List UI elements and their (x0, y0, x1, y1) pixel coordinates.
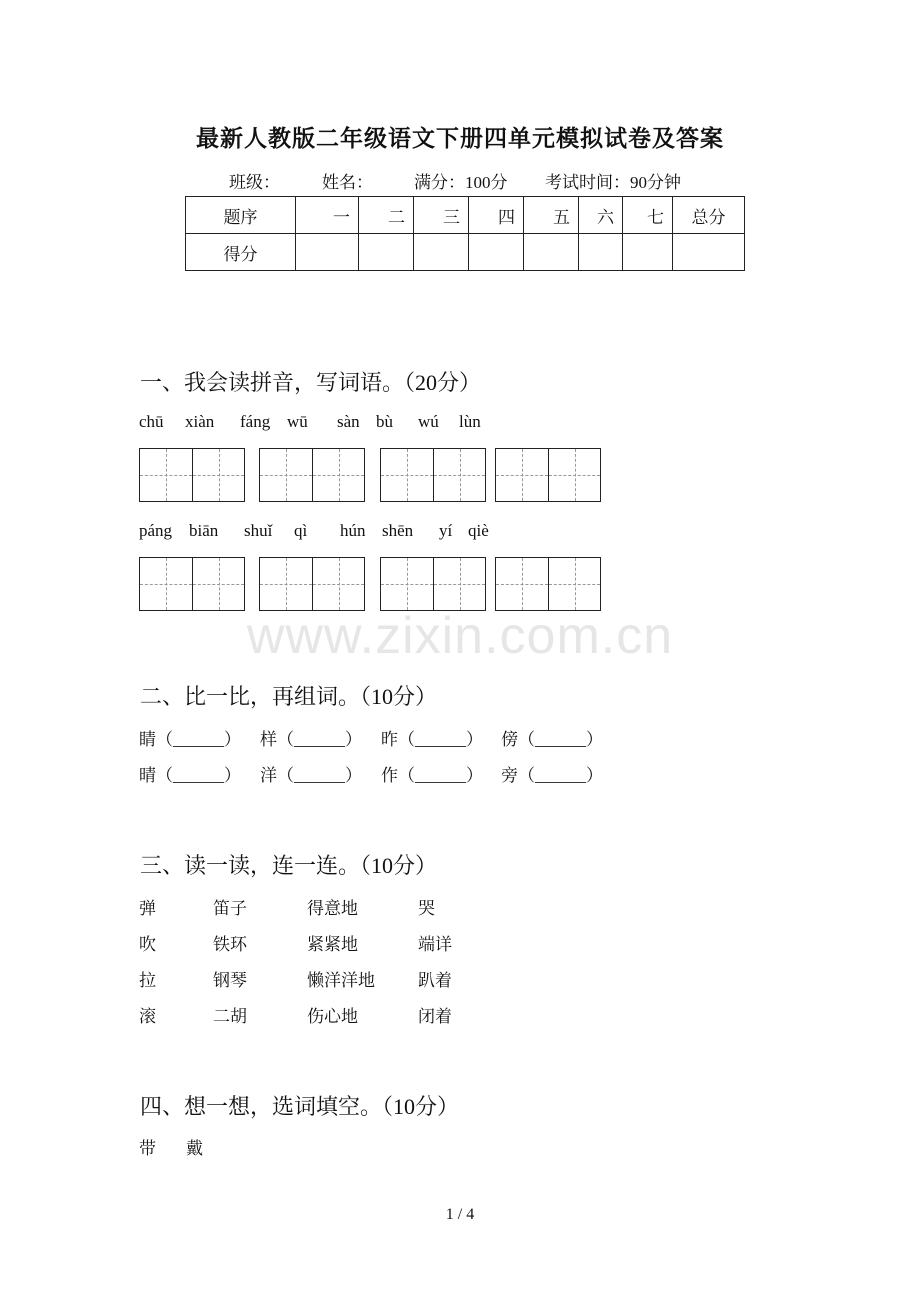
score-table-header-row (186, 197, 745, 234)
match-item: 得意地 (307, 899, 358, 918)
score-cell[interactable] (623, 234, 673, 271)
pinyin: sàn (337, 412, 360, 431)
score-table (185, 196, 745, 271)
pinyin: shēn (382, 521, 414, 540)
word-option: 带 (139, 1139, 156, 1158)
compare-item: 洋（______） (260, 766, 362, 785)
pinyin: bù (376, 412, 393, 431)
match-item: 紧紧地 (307, 935, 358, 954)
match-item: 滚 (139, 1007, 156, 1026)
writing-grid[interactable] (139, 448, 245, 502)
score-cell[interactable] (469, 234, 524, 271)
score-cell[interactable] (296, 234, 359, 271)
pinyin: xiàn (185, 412, 215, 431)
compare-item: 旁（______） (501, 766, 603, 785)
match-item: 趴着 (418, 971, 452, 990)
match-item: 拉 (139, 971, 156, 990)
compare-item: 作（______） (381, 766, 483, 785)
match-item: 弹 (139, 899, 156, 918)
compare-item: 晴（______） (139, 766, 241, 785)
full-score: 满分：100分 (414, 173, 508, 192)
row-label: 得分 (186, 234, 296, 271)
page-number: 1 / 4 (445, 1206, 475, 1223)
header-cell: 六 (579, 197, 623, 234)
writing-grid[interactable] (495, 448, 601, 502)
header-cell: 二 (359, 197, 414, 234)
score-cell[interactable] (673, 234, 745, 271)
exam-time: 考试时间：90分钟 (545, 173, 681, 192)
class-label: 班级： (229, 173, 280, 192)
compare-item: 睛（______） (139, 730, 241, 749)
score-table-score-row (186, 234, 745, 271)
header-cell: 题序 (186, 197, 296, 234)
page-title: 最新人教版二年级语文下册四单元模拟试卷及答案 (196, 126, 724, 151)
match-item: 铁环 (213, 935, 247, 954)
pinyin: wú (418, 412, 439, 431)
header-cell: 四 (469, 197, 524, 234)
pinyin: chū (139, 412, 164, 431)
pinyin: páng (139, 521, 173, 540)
score-cell[interactable] (414, 234, 469, 271)
pinyin: lùn (459, 412, 481, 431)
header-cell: 总分 (673, 197, 745, 234)
watermark: www.zixin.com.cn (246, 607, 674, 665)
match-item: 端详 (418, 935, 452, 954)
score-cell[interactable] (359, 234, 414, 271)
header-cell: 五 (524, 197, 579, 234)
match-item: 二胡 (213, 1007, 247, 1026)
pinyin: qì (294, 521, 308, 540)
header-cell: 三 (414, 197, 469, 234)
section1-heading: 一、我会读拼音，写词语。（20分） (140, 370, 482, 395)
writing-grid[interactable] (495, 557, 601, 611)
writing-grid[interactable] (139, 557, 245, 611)
compare-item: 昨（______） (381, 730, 483, 749)
pinyin: yí (439, 521, 453, 540)
match-item: 钢琴 (213, 971, 247, 990)
pinyin: hún (340, 521, 366, 540)
word-option: 戴 (186, 1139, 203, 1158)
section2-heading: 二、比一比，再组词。（10分） (140, 684, 438, 709)
section4-heading: 四、想一想，选词填空。（10分） (140, 1094, 460, 1119)
pinyin: biān (189, 521, 219, 540)
compare-item: 样（______） (260, 730, 362, 749)
match-item: 吹 (139, 935, 156, 954)
score-cell[interactable] (579, 234, 623, 271)
pinyin: qiè (468, 521, 489, 540)
writing-grid[interactable] (380, 448, 486, 502)
writing-grid[interactable] (259, 448, 365, 502)
compare-item: 傍（______） (501, 730, 603, 749)
pinyin: fáng (240, 412, 271, 431)
match-item: 笛子 (213, 899, 247, 918)
match-item: 闭着 (418, 1007, 452, 1026)
header-cell: 一 (296, 197, 359, 234)
pinyin: wū (287, 412, 308, 431)
match-item: 伤心地 (307, 1007, 358, 1026)
score-cell[interactable] (524, 234, 579, 271)
writing-grid[interactable] (259, 557, 365, 611)
match-item: 哭 (418, 899, 435, 918)
pinyin: shuǐ (244, 521, 273, 540)
writing-grid[interactable] (380, 557, 486, 611)
section3-heading: 三、读一读，连一连。（10分） (140, 853, 438, 878)
name-label: 姓名： (322, 173, 373, 192)
header-cell: 七 (623, 197, 673, 234)
match-item: 懒洋洋地 (307, 971, 375, 990)
